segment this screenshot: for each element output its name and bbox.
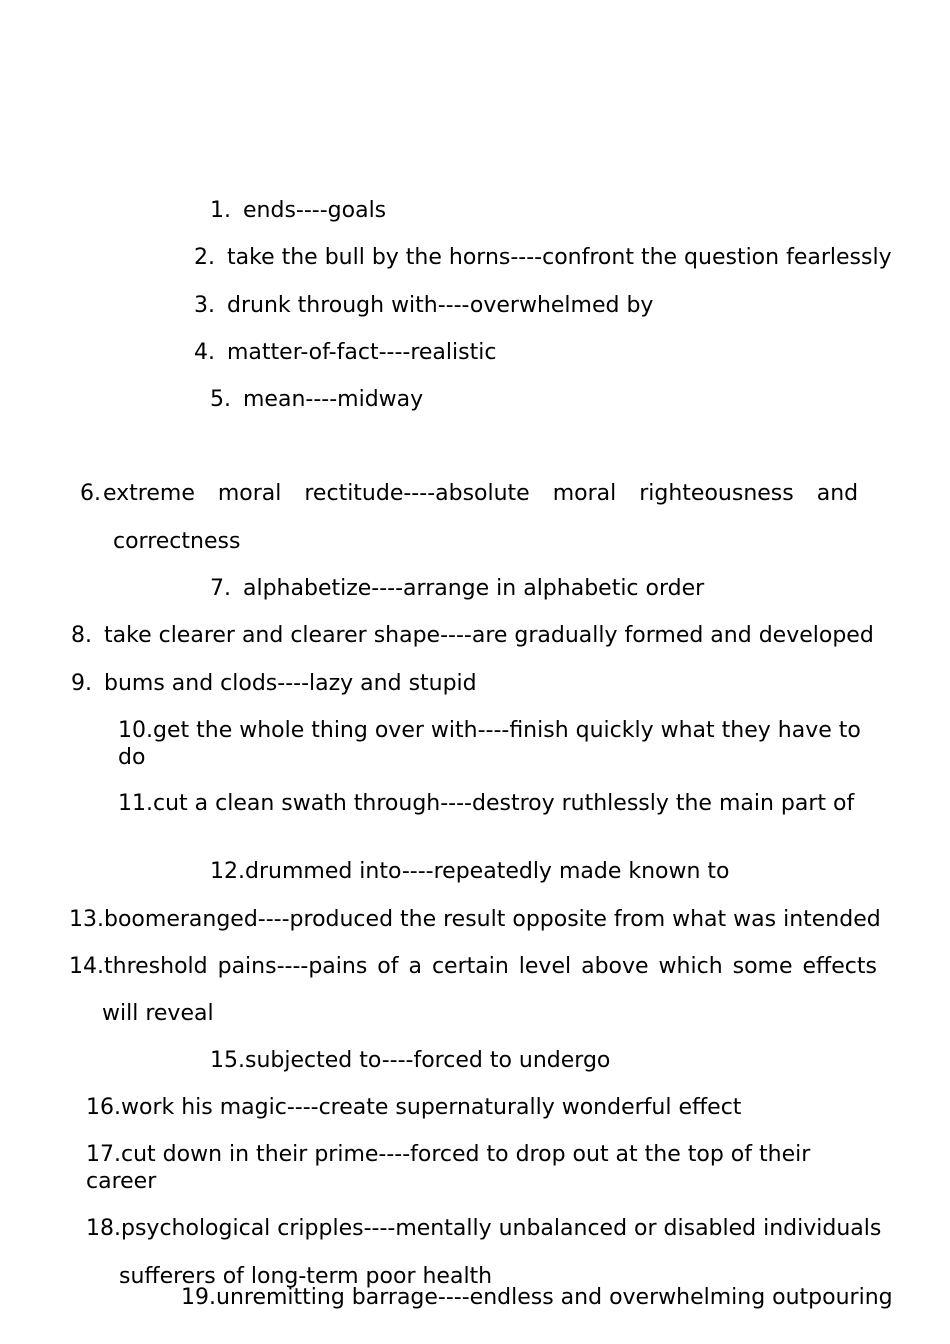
list-item-3 [194, 293, 653, 319]
item-number: 18. [86, 1216, 121, 1241]
list-item-18 [86, 1216, 881, 1242]
item-number: 16. [86, 1095, 121, 1120]
item-number: 19. [181, 1285, 216, 1310]
item-number: 13. [69, 907, 104, 932]
list-item-19 [181, 1285, 893, 1311]
item-text: take the bull by the horns----confront the question fearlessly [227, 245, 892, 270]
item-number: 10. [118, 718, 153, 743]
list-item-17 [86, 1142, 810, 1168]
item-text: subjected to----forced to undergo [245, 1048, 611, 1073]
list-item-13 [69, 907, 881, 933]
item-text-continuation: correctness [113, 529, 241, 554]
item-number: 17. [86, 1142, 121, 1167]
item-text: cut down in their prime----forced to drop out at the top of their [121, 1142, 811, 1167]
item-number: 1. [210, 198, 231, 223]
list-item-15 [210, 1048, 610, 1074]
item-number: 15. [210, 1048, 245, 1073]
list-item-7 [210, 576, 704, 602]
list-item-2 [194, 245, 892, 271]
list-item-4 [194, 340, 496, 366]
item-text: get the whole thing over with----finish quickly what they have to [153, 718, 861, 743]
list-item-10-continuation [118, 745, 145, 771]
item-text-continuation: sufferers of long-term poor health [119, 1264, 493, 1289]
item-number: 11. [118, 791, 153, 816]
item-number: 3. [194, 293, 215, 318]
item-number: 14. [69, 954, 104, 979]
item-number: 5. [210, 387, 231, 412]
list-item-14 [69, 954, 877, 980]
list-item-6 [80, 481, 858, 507]
list-item-5 [210, 387, 423, 413]
item-text: drummed into----repeatedly made known to [245, 859, 730, 884]
item-number: 7. [210, 576, 231, 601]
item-text: cut a clean swath through----destroy ruthlessly the main part of [153, 791, 855, 816]
list-item-16 [86, 1095, 741, 1121]
list-item-6-continuation [113, 529, 240, 555]
item-text: ends----goals [243, 198, 387, 223]
list-item-12 [210, 859, 730, 885]
list-item-8 [71, 623, 874, 649]
item-text: work his magic----create supernaturally wonderful effect [121, 1095, 742, 1120]
item-number: 2. [194, 245, 215, 270]
item-text: unremitting barrage----endless and overwhelming outpouring [216, 1285, 893, 1310]
item-text-continuation: career [86, 1169, 157, 1194]
item-text: boomeranged----produced the result opposite from what was intended [104, 907, 881, 932]
item-text: drunk through with----overwhelmed by [227, 293, 654, 318]
item-text: take clearer and clearer shape----are gradually formed and developed [104, 623, 874, 648]
list-item-17-continuation [86, 1169, 156, 1195]
list-item-11 [118, 791, 854, 817]
list-item-9 [71, 671, 477, 697]
item-text: matter-of-fact----realistic [227, 340, 497, 365]
item-text-continuation: will reveal [102, 1001, 214, 1026]
item-number: 12. [210, 859, 245, 884]
item-text-continuation: do [118, 745, 146, 770]
list-item-10 [118, 718, 861, 744]
item-number: 4. [194, 340, 215, 365]
item-number: 9. [71, 671, 92, 696]
item-text: psychological cripples----mentally unbalanced or disabled individuals [121, 1216, 882, 1241]
list-item-14-continuation [102, 1001, 214, 1027]
item-text: extreme moral rectitude----absolute moral righteousness and [103, 481, 859, 506]
item-text: mean----midway [243, 387, 424, 412]
item-text: alphabetize----arrange in alphabetic order [243, 576, 705, 601]
item-number: 6. [80, 481, 101, 506]
item-text: threshold pains----pains of a certain level above which some effects [104, 954, 877, 979]
list-item-1 [210, 198, 386, 224]
item-number: 8. [71, 623, 92, 648]
item-text: bums and clods----lazy and stupid [104, 671, 477, 696]
